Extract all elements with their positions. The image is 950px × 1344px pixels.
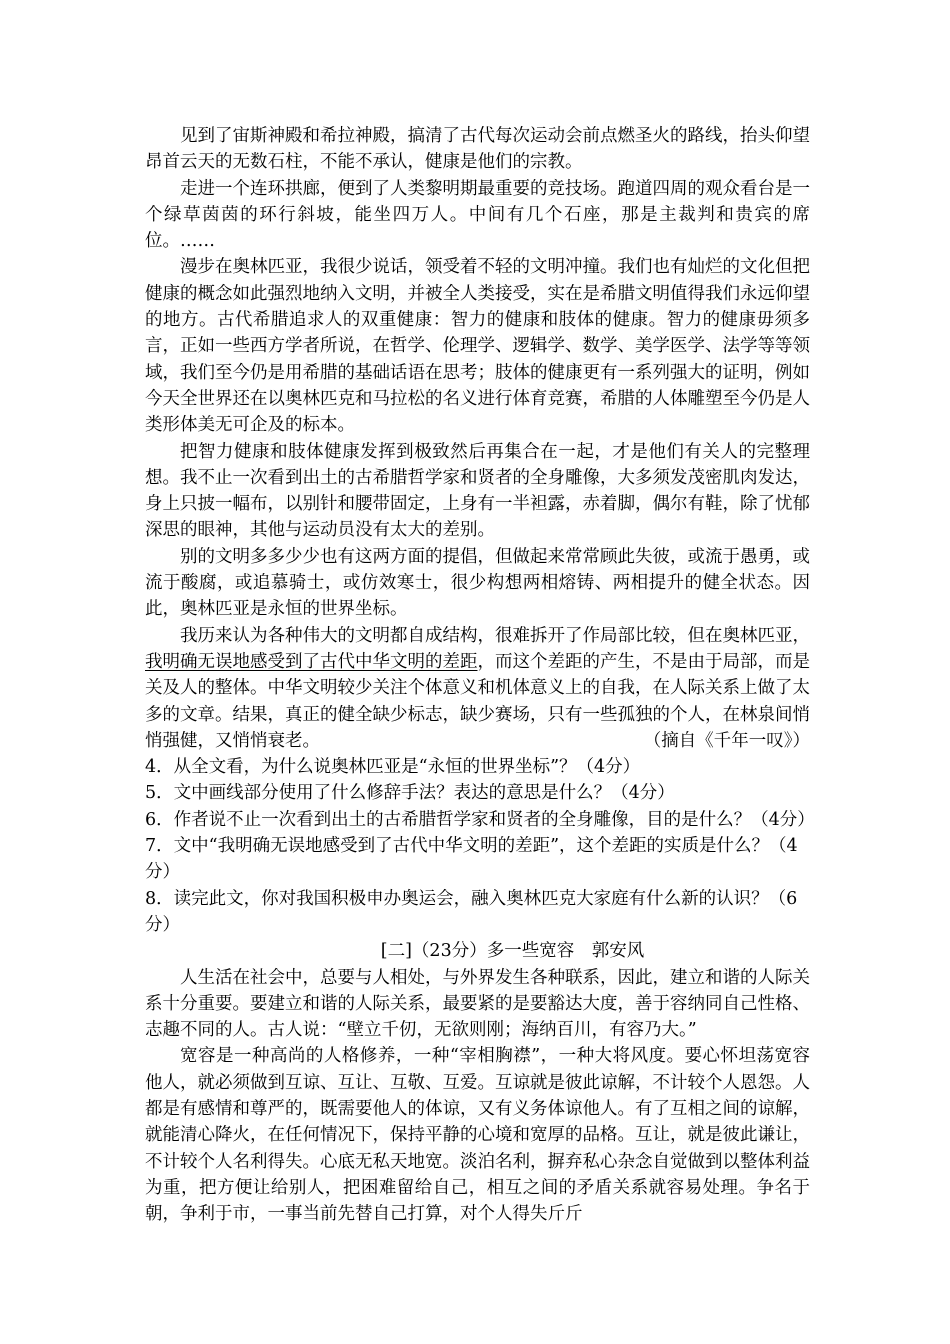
question-8: 8．读完此文，你对我国积极申办奥运会，融入奥林匹克大家庭有什么新的认识？（6分） <box>145 888 798 935</box>
section-2-title: [二]（23分）多一些宽容 郭安风 <box>380 941 645 962</box>
question-7: 7．文中“我明确无误地感受到了古代中华文明的差距”，这个差距的实质是什么？（4分） <box>145 836 798 883</box>
passage-paragraph-3: 漫步在奥林匹亚，我很少说话，领受着不轻的文明冲撞。我们也有灿烂的文化但把健康的概念如此强烈地纳入文明，并被全人类接受，实在是希腊文明值得我们永远仰望的地方。古代希腊追求人的双重健康：智力的健康和肢体的健康。智力的健康毋须多言，正如一些西方学者所说，在哲学、伦理学、逻辑学、数学、美学医学、法学等等领域，我们至今仍是用希腊的基础话语在思考；肢体的健康更有一系列强大的证明，例如今天全世界还在以奥林匹克和马拉松的名义进行体育竞赛，希腊的人体雕塑至今仍是人类形体美无可企及的标本。 <box>145 257 810 436</box>
document-page <box>145 123 815 1227</box>
passage-paragraph-4: 把智力健康和肢体健康发挥到极致然后再集合在一起，才是他们有关人的完整理想。我不止一次看到出土的古希腊哲学家和贤者的全身雕像，大多须发茂密肌肉发达，身上只披一幅布，以别针和腰带固定，上身有一半袒露，赤着脚，偶尔有鞋，除了忧郁深思的眼神，其他与运动员没有太大的差别。 <box>145 441 810 541</box>
passage-paragraph-2: 走进一个连环拱廊，便到了人类黎明期最重要的竞技场。跑道四周的观众看台是一个绿草茵茵的环行斜坡，能坐四万人。中间有几个石座，那是主裁判和贵宾的席位。…… <box>145 178 810 252</box>
section-2-paragraph-1: 人生活在社会中，总要与人相处，与外界发生各种联系，因此，建立和谐的人际关系十分重要。要建立和谐的人际关系，最要紧的是要豁达大度，善于容纳同自己性格、志趣不同的人。古人说：“壁立千仞，无欲则刚；海纳百川，有容乃大。” <box>145 967 810 1041</box>
passage-paragraph-5: 别的文明多多少少也有这两方面的提倡，但做起来常常顾此失彼，或流于愚勇，或流于酸腐，或追慕骑士，或仿效寒士，很少构想两相熔铸、两相提升的健全状态。因此，奥林匹亚是永恒的世界坐标。 <box>145 546 810 620</box>
underlined-sentence: 我明确无误地感受到了古代中华文明的差距 <box>145 651 478 672</box>
passage-paragraph-6-start: 我历来认为各种伟大的文明都自成结构，很难拆开了作局部比较，但在奥林匹亚， <box>180 625 810 646</box>
question-5: 5．文中画线部分使用了什么修辞手法？表达的意思是什么？（4分） <box>145 783 675 804</box>
section-2-paragraph-2: 宽容是一种高尚的人格修养，一种“宰相胸襟”，一种大将风度。要心怀坦荡宽容他人，就必须做到互谅、互让、互敬、互爱。互谅就是彼此谅解，不计较个人恩怨。人都是有感情和尊严的，既需要他人的体谅，又有义务体谅他人。有了互相之间的谅解，就能清心降火，在任何情况下，保持平静的心境和宽厚的品格。互让，就是彼此谦让，不计较个人名利得失。心底无私天地宽。淡泊名利，摒弃私心杂念自觉做到以整体利益为重，把方便让给别人，把困难留给自己，相互之间的矛盾关系就容易处理。争名于朝，争利于市，一事当前先替自己打算，对个人得失斤斤 <box>145 1046 810 1225</box>
question-6: 6．作者说不止一次看到出土的古希腊哲学家和贤者的全身雕像，目的是什么？（4分） <box>145 809 815 830</box>
source-citation: （摘自《千年一叹》） <box>643 730 810 751</box>
passage-paragraph-6-end: ，而这个差距的产生，不是由于局部，而是关及人的整体。中华文明较少关注个体意义和机体意义上的自我，在人际关系上做了太多的文章。结果，真正的健全缺少标志，缺少赛场，只有一些孤独的个人，在林泉间悄悄强健，又悄悄衰老。 <box>145 651 810 751</box>
passage-paragraph-1: 见到了宙斯神殿和希拉神殿，搞清了古代每次运动会前点燃圣火的路线，抬头仰望昂首云天的无数石柱，不能不承认，健康是他们的宗教。 <box>145 126 810 173</box>
passage-paragraph-6 <box>145 623 810 754</box>
question-4: 4．从全文看，为什么说奥林匹亚是“永恒的世界坐标”？（4分） <box>145 757 641 778</box>
